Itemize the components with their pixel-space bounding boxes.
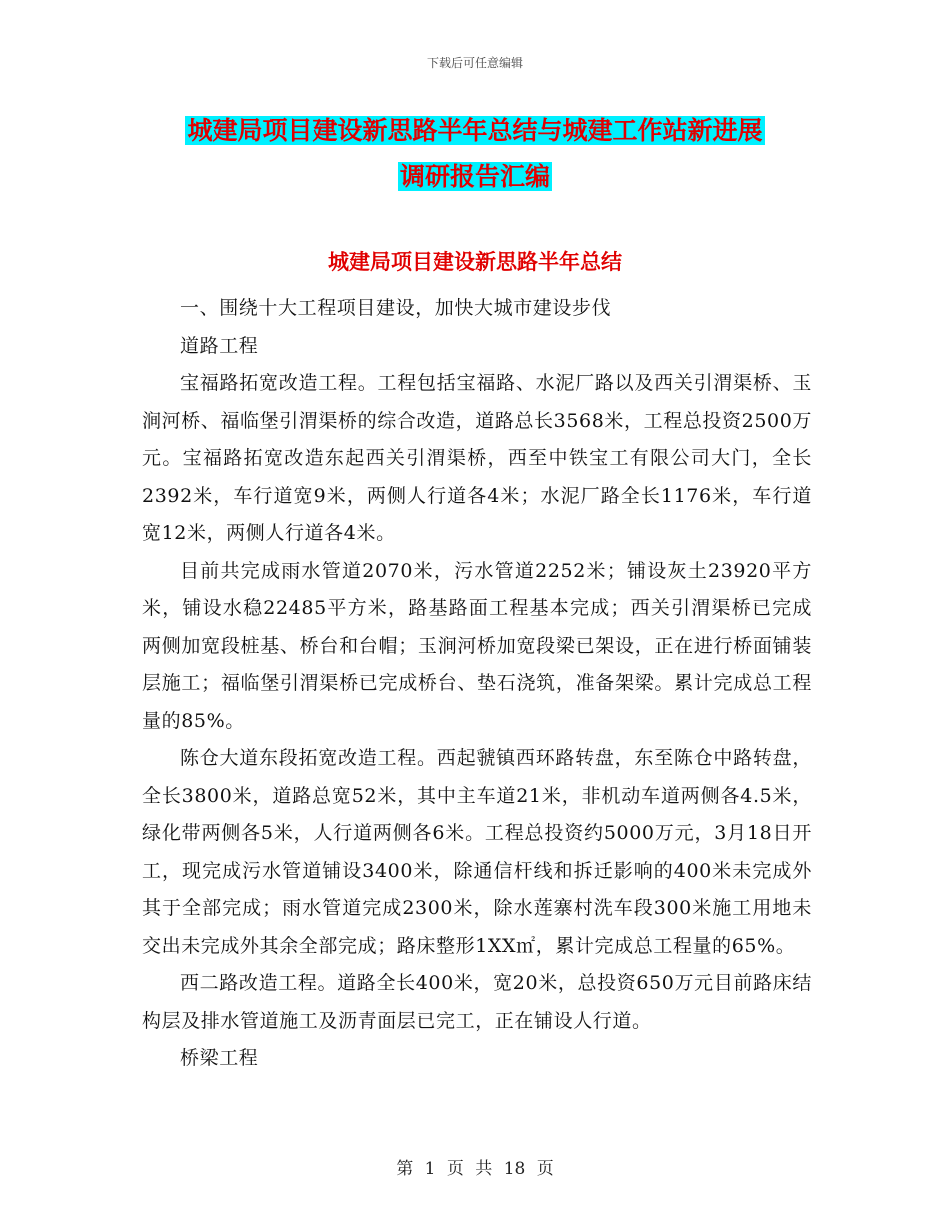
title-line-2: 调研报告汇编 <box>399 162 550 191</box>
page-footer: 第 1 页 共 18 页 <box>396 1159 554 1179</box>
document-title <box>0 110 950 198</box>
section-title: 城建局项目建设新思路半年总结 <box>328 250 622 274</box>
body-text <box>142 290 812 1078</box>
paragraph-heading-1: 一、围绕十大工程项目建设，加快大城市建设步伐 <box>180 297 612 319</box>
paragraph-baofu-road: 宝福路拓宽改造工程。工程包括宝福路、水泥厂路以及西关引渭渠桥、玉涧河桥、福临堡引渭渠桥的综合改造，道路总长3568米，工程总投资2500万元。宝福路拓宽改造东起西关引渭渠桥，西至中铁宝工有限公司大门，全长2392米，车行道宽9米，两侧人行道各4米；水泥厂路全长1176米，车行道宽12米，两侧人行道各4米。 <box>142 372 812 544</box>
title-line-1: 城建局项目建设新思路半年总结与城建工作站新进展 <box>187 116 763 145</box>
paragraph-heading-bridges: 桥梁工程 <box>180 1047 259 1069</box>
header-note: 下载后可任意编辑 <box>426 56 523 70</box>
paragraph-xier-road: 西二路改造工程。道路全长400米，宽20米，总投资650万元目前路床结构层及排水管道施工及沥青面层已完工，正在铺设人行道。 <box>142 972 812 1032</box>
paragraph-progress: 目前共完成雨水管道2070米，污水管道2252米；铺设灰土23920平方米，铺设水稳22485平方米，路基路面工程基本完成；西关引渭渠桥已完成两侧加宽段桩基、桥台和台帽；玉涧河桥加宽段梁已架设，正在进行桥面铺装层施工；福临堡引渭渠桥已完成桥台、垫石浇筑，准备架梁。累计完成总工程量的85%。 <box>142 559 812 732</box>
paragraph-chencang-avenue: 陈仓大道东段拓宽改造工程。西起虢镇西环路转盘，东至陈仓中路转盘，全长3800米，道路总宽52米，其中主车道21米，非机动车道两侧各4.5米，绿化带两侧各5米，人行道两侧各6米。工程总投资约5000万元，3月18日开工，现完成污水管道铺设3400米，除通信杆线和拆迁影响的400米未完成外其于全部完成；雨水管道完成2300米，除水莲寨村洗车段300米施工用地未交出未完成外其余全部完成；路床整形1XX㎡，累计完成总工程量的65%。 <box>142 747 812 957</box>
paragraph-heading-roads: 道路工程 <box>180 334 259 357</box>
